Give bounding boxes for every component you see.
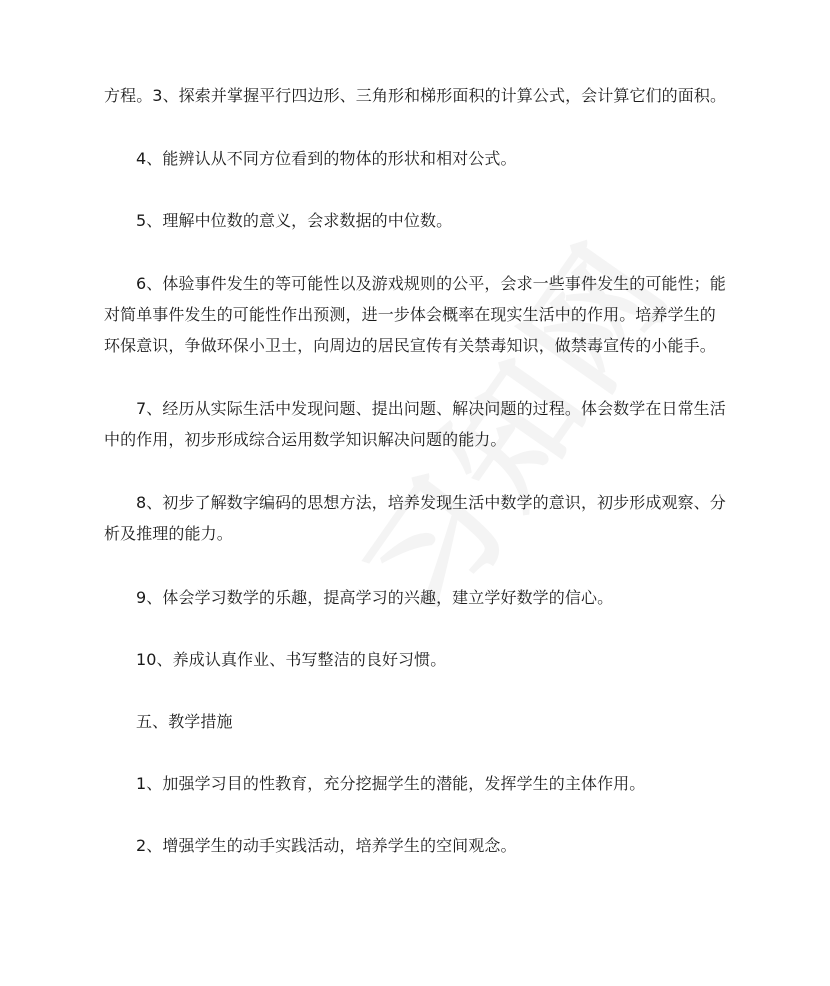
paragraph-objective-7: 7、经历从实际生活中发现问题、提出问题、解决问题的过程。体会数学在日常生活中的作用，初步形成综合运用数学知识解决问题的能力。 xyxy=(104,399,726,449)
section-heading-teaching-measures: 五、教学措施 xyxy=(136,712,233,731)
paragraph-objective-9: 9、体会学习数学的乐趣，提高学习的兴趣，建立学好数学的信心。 xyxy=(136,588,614,607)
paragraph-objective-4: 4、能辨认从不同方位看到的物体的形状和相对公式。 xyxy=(136,149,517,168)
paragraph-measure-1: 1、加强学习目的性教育，充分挖掘学生的潜能，发挥学生的主体作用。 xyxy=(136,774,646,793)
paragraph-objective-5: 5、理解中位数的意义，会求数据的中位数。 xyxy=(136,211,453,230)
paragraph-measure-2: 2、增强学生的动手实践活动，培养学生的空间观念。 xyxy=(136,836,517,855)
paragraph-objective-6: 6、体验事件发生的等可能性以及游戏规则的公平，会求一些事件发生的可能性；能对简单事件发生的可能性作出预测，进一步体会概率在现实生活中的作用。培养学生的环保意识，争做环保小卫士，向周边的居民宣传有关禁毒知识，做禁毒宣传的小能手。 xyxy=(104,274,726,355)
paragraph-objective-3: 方程。3、探索并掌握平行四边形、三角形和梯形面积的计算公式，会计算它们的面积。 xyxy=(104,86,727,105)
paragraph-objective-8: 8、初步了解数字编码的思想方法，培养发现生活中数学的意识，初步形成观察、分析及推理的能力。 xyxy=(104,493,726,543)
paragraph-objective-10: 10、养成认真作业、书写整洁的良好习惯。 xyxy=(136,650,447,669)
